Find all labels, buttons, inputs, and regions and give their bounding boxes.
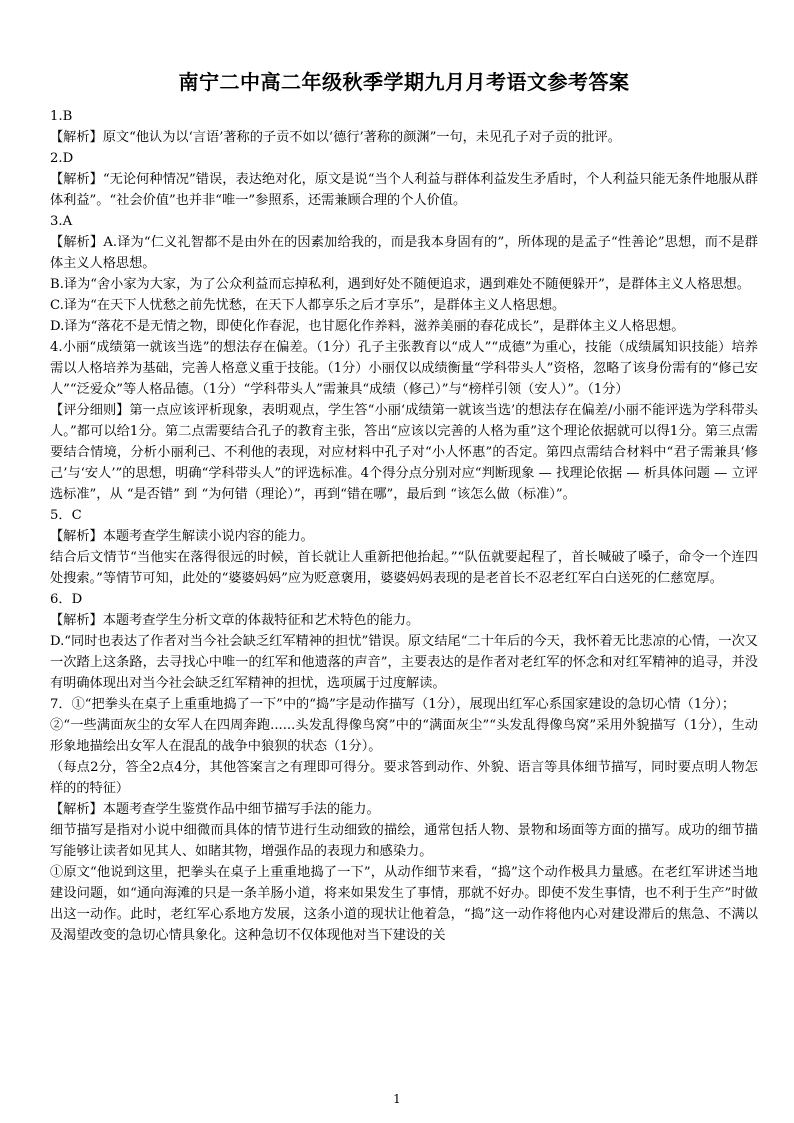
document-title: 南宁二中高二年级秋季学期九月月考语文参考答案 [178,70,630,94]
analysis-3-d: D.译为“落花不是无情之物，即使化作春泥，也甘愿化作养料，滋养美丽的春花成长”，是群体主义人格思想。 [50,319,685,334]
analysis-7-detail-1: ①原文“他说到这里，把拳头在桌子上重重地捣了一下”，从动作细节来看，“捣”这个动作极具力量感。在老红军讲述当地建设问题，如“通向海滩的只是一条羊肠小道，将来如果发生了事情，那就不好办。即使不发生事情，也不利于生产”时做出这一动作。此时，老红军心系地方发展，这条小道的现状让他着急，“捣”这一动作将他内心对建设滞后的焦急、不满以及渴望改变的急切心情具象化。这种急切不仅体现他对当下建设的关 [50,865,758,943]
analysis-3-c: C.译为“在天下人忧愁之前先忧愁，在天下人都享乐之后才享乐”，是群体主义人格思想。 [50,298,566,313]
analysis-3-b: B.译为“舍小家为大家，为了公众利益而忘掉私利，遇到好处不随便追求，遇到难处不随便躲开”，是群体主义人格思想。 [50,277,750,292]
answer-2: 2.D [50,151,74,166]
answer-3: 3.A [50,214,73,229]
answer-1: 1.B [50,109,73,124]
answer-key-page [50,66,758,946]
analysis-2: 【解析】“无论何种情况”错误，表达绝对化，原文是说“当个人利益与群体利益发生矛盾时，个人利益只能无条件地服从群体利益”。“社会价值”也并非“唯一”参照系，还需兼顾合理的个人价值。 [50,172,758,208]
answer-7-scoring-note: （每点2分，答全2点4分，其他答案言之有理即可得分。要求答到动作、外貌、语言等具体细节描写，同时要点明人物怎样的的特征） [50,760,758,796]
analysis-7-intro: 【解析】本题考查学生鉴赏作品中细节描写手法的能力。 [50,802,380,817]
answer-7-point-2: ②“一些满面灰尘的女军人在四周奔跑......头发乱得像鸟窝”中的“满面灰尘”“头发乱得像鸟窝”采用外貌描写（1分），生动形象地描绘出女军人在混乱的战争中狼狈的状态（1分）。 [50,718,758,754]
analysis-6-body: D.“同时也表达了作者对当今社会缺乏红军精神的担忧”错误。原文结尾“二十年后的今天，我怀着无比悲凉的心情，一次又一次踏上这条路，去寻找心中唯一的红军和他遗落的声音”，主要表达的是作者对老红军的怀念和对红军精神的追寻，并没有明确体现出对当今社会缺乏红军精神的担忧，选项属于过度解读。 [50,634,758,691]
analysis-7-definition: 细节描写是指对小说中细微而具体的情节进行生动细致的描绘，通常包括人物、景物和场面等方面的描写。成功的细节描写能够让读者如见其人、如睹其物，增强作品的表现力和感染力。 [50,823,758,859]
answer-7-point-1: 7．①“把拳头在桌子上重重地捣了一下”中的“捣”字是动作描写（1分），展现出红军心系国家建设的急切心情（1分）； [50,697,736,712]
answer-6: 6．D [50,592,83,607]
answer-4: 4.小丽“成绩第一就该当选”的想法存在偏差。（1分）孔子主张教育以“成人”“成德”为重心，技能（成绩属知识技能）培养需以人格培养为基础，完善人格意义重于技能。（1分）小丽仅以成绩衡量“学科带头人”资格，忽略了该身份需有的“修己安人”“泛爱众”等人格品德。（1分）“学科带头人”需兼具“成绩（修己）”与“榜样引领（安人）”。（1分） [50,340,758,397]
analysis-3-a: 【解析】A.译为“仁义礼智都不是由外在的因素加给我的，而是我本身固有的”，所体现的是孟子“性善论”思想，而不是群体主义人格思想。 [50,235,758,271]
analysis-1: 【解析】原文“他认为以‘言语’著称的子贡不如以‘德行’著称的颜渊”一句，未见孔子对子贡的批评。 [50,130,621,145]
answer-5: 5．C [50,508,82,523]
analysis-5-intro: 【解析】本题考查学生解读小说内容的能力。 [50,529,314,544]
page-number: 1 [393,1092,401,1106]
scoring-details-4: 【评分细则】第一点应该评析现象，表明观点，学生答“小丽‘成绩第一就该当选’的想法存在偏差/小丽不能评选为学科带头人。”都可以给1分。第二点需要结合孔子的教育主张，答出“应该以完善的人格为重”这个理论依据就可以得1分。第三点需要结合情境，分析小丽利己、不利他的表现，对应材料中孔子对“小人怀惠”的否定。第四点需结合材料中“君子需兼具‘修己’与‘安人’”的思想，明确“学科带头人”的评选标准。4个得分点分别对应“判断现象 — 找理论依据 — 析具体问题 — 立评选标准”，从 “是否错” 到 “为何错（理论）”，再到“错在哪”，最后到 “该怎么做（标准）”。 [50,403,758,502]
analysis-6-intro: 【解析】本题考查学生分析文章的体裁特征和艺术特色的能力。 [50,613,420,628]
analysis-5-body: 结合后文情节“当他实在落得很远的时候，首长就让人重新把他抬起。”“队伍就要起程了，首长喊破了嗓子，命令一个连四处搜索。”等情节可知，此处的“婆婆妈妈”应为贬意褒用，婆婆妈妈表现的是老首长不忍老红军白白送死的仁慈宽厚。 [50,550,758,586]
